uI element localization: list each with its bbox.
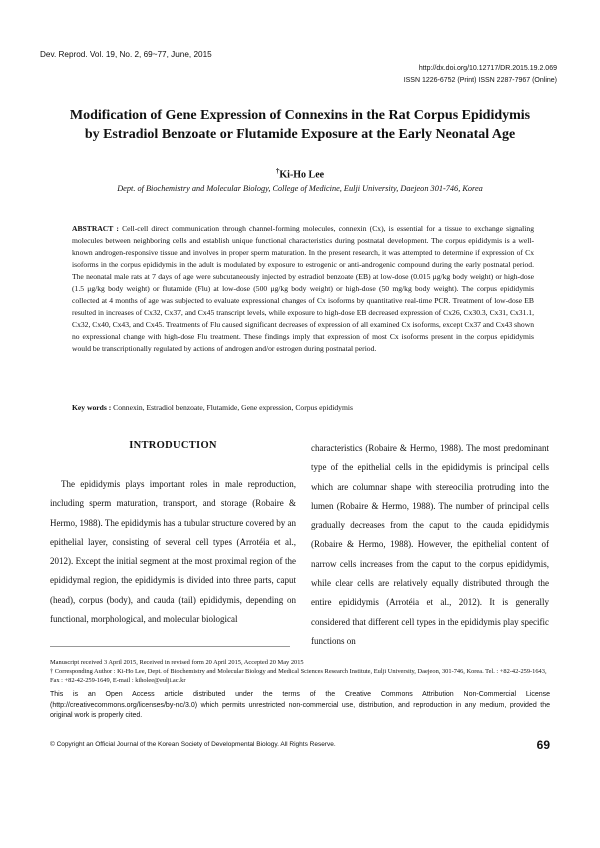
abstract: [72, 223, 534, 355]
section-heading-introduction: INTRODUCTION: [129, 440, 217, 451]
keywords-text: Connexin, Estradiol benzoate, Flutamide, Gene expression, Corpus epididymis: [113, 403, 353, 412]
intro-left-column: The epididymis plays important roles in male reproduction, including sperm maturation, transport, and storage (Robaire & Hermo, 1988). The epididymis has a tubular structure covered by an epithelial layer, consisting of several cell types (Arrotéia et al., 2012). Except the initial segment at the most proximal region of the epididymal region, the epididymis is divided into three parts, caput (head), corpus (body), and cauda (tail) epididymis, depending on functional, morphological, and molecular biological: [50, 479, 296, 625]
footnote-corresponding-author: † Corresponding Author : Ki-Ho Lee, Dept. of Biochemistry and Molecular Biology and Medical Sciences Research Institute, Eulji University, Daejeon, 301-746, Korea. Tel. : +82-42-259-1643, Fax : +82-42-259-1649, E-mail : kiholee@eulji.ac.kr: [50, 668, 547, 684]
copyright-notice: © Copyright an Official Journal of the Korean Society of Developmental Biology. All Rights Reserve.: [50, 741, 336, 748]
keywords: [72, 403, 534, 412]
title-line-2: by Estradiol Benzoate or Flutamide Exposure at the Early Neonatal Age: [84, 127, 516, 142]
corresponding-mark: †: [275, 167, 280, 175]
footnote-received: Manuscript received 3 April 2015, Received in revised form 20 April 2015, Accepted 20 May 2015: [50, 659, 304, 666]
journal-reference: Dev. Reprod. Vol. 19, No. 2, 69~77, June, 2015: [40, 50, 212, 59]
intro-right-column: characteristics (Robaire & Hermo, 1988). The most predominant type of the epithelial cells in the epididymis is principal cells which are columnar shape with stereocilia protruding into the lumen (Robaire & Hermo, 1988). The number of principal cells gradually decreases from the caput to the cauda epididymis (Robaire & Hermo, 1988). However, the epithelial content of narrow cells increases from the caput to the corpus epididymis, while clear cells are relatively equally distributed through the entire epididymis (Arrotéia et al., 2012). It is generally considered that different cell types in the epididymis play specific functions on: [311, 443, 549, 646]
title-line-1: Modification of Gene Expression of Connexins in the Rat Corpus Epididymis: [69, 108, 531, 123]
article-meta: [404, 63, 557, 86]
footnote-divider: [50, 646, 290, 647]
keywords-label: Key words :: [72, 403, 112, 412]
author-name: Ki-Ho Lee: [279, 169, 325, 181]
license-notice: This is an Open Access article distributed under the terms of the Creative Commons Attribution Non-Commercial License (http://creativecommons.org/licenses/by-nc/3.0) which permits unrestricted non-commercial use, distribution, and reproduction in any medium, provided the original work is properly cited.: [50, 691, 550, 719]
abstract-label: ABSTRACT :: [72, 224, 119, 233]
doi-link[interactable]: http://dx.doi.org/10.12717/DR.2015.19.2.069: [418, 65, 557, 72]
author-line: [0, 167, 600, 180]
paper-title: [30, 106, 570, 144]
affiliation: Dept. of Biochemistry and Molecular Biology, College of Medicine, Eulji University, Daejeon 301-746, Korea: [117, 184, 483, 193]
abstract-text: Cell-cell direct communication through channel-forming molecules, connexin (Cx), is essential for a tissue to exchange signaling molecules between neighboring cells and establish unique functional characteristics during postnatal development. The corpus epididymis is a well-known androgen-responsive tissue and involves in proper sperm maturation. In the present research, it was attempted to determine if expression of Cx isoforms in the corpus epididymis in the adult is modulated by exposure to estrogenic or anti-androgenic compound during the early postnatal period. The neonatal male rats at 7 days of age were subcutaneously injected by estradiol benzoate (EB) at low-dose (0.015 μg/kg body weight) or high-dose (1.5 μg/kg body weight) or flutamide (Flu) at low-dose (500 μg/kg body weight) or high-dose (50 mg/kg body weight). The corpus epididymis collected at 4 months of age was subjected to evaluate expressional changes of Cx isoforms by quantitative real-time PCR. Treatment of low-dose EB resulted in increases of Cx32, Cx37, and Cx45 transcript levels, while exposure to high-dose EB decreased expression of Cx26, Cx30.3, Cx31, Cx31.1, Cx32, Cx40, Cx43, and Cx45. Treatments of Flu caused significant decreases of expression of all examined Cx isoforms, except Cx37 and Cx43 shown no expressional change with high-dose Flu treatment. These findings imply that expression of most Cx isoforms present in the corpus epididymis would be transcriptionally regulated by actions of androgen and/or estrogen during postnatal period.: [72, 224, 534, 353]
page-number: 69: [536, 738, 550, 752]
issn: ISSN 1226-6752 (Print) ISSN 2287-7967 (Online): [403, 76, 557, 84]
